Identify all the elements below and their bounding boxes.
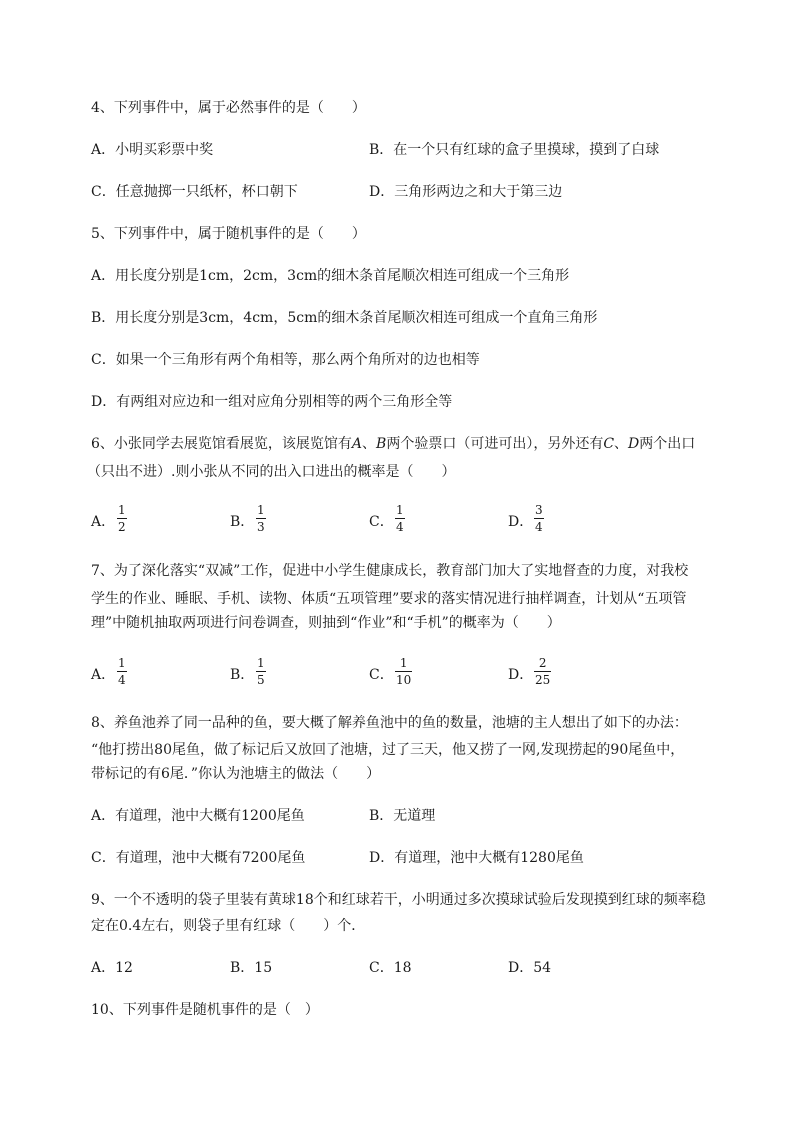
question-9-stem-line-1: 9、一个不透明的袋子里装有黄球18个和红球若干，小明通过多次摸球试验后发现摸到红球的频率稳 bbox=[91, 892, 706, 908]
question-6-stem-line-2: （只出不进）.则小张从不同的出入口进出的概率是（ ） bbox=[87, 464, 456, 480]
numerator: 1 bbox=[257, 656, 265, 670]
numerator: 1 bbox=[395, 655, 412, 672]
point-d: D bbox=[628, 436, 640, 452]
question-5-option-d: D．有两组对应边和一组对应角分别相等的两个三角形全等 bbox=[91, 394, 453, 410]
question-5-option-c: C．如果一个三角形有两个角相等，那么两个角所对的边也相等 bbox=[91, 352, 480, 368]
option-label: D． bbox=[508, 514, 534, 530]
fraction bbox=[395, 655, 412, 688]
question-5-option-b: B．用长度分别是3cm，4cm，5cm的细木条首尾顺次相连可组成一个直角三角形 bbox=[91, 310, 598, 326]
denominator: 2 bbox=[118, 520, 126, 534]
point-c: C bbox=[603, 436, 615, 452]
numerator: 3 bbox=[535, 503, 543, 517]
stem-text: 、 bbox=[362, 436, 377, 452]
denominator: 25 bbox=[535, 673, 551, 687]
stem-text: 6、小张同学去展览馆看展览，该展览馆有 bbox=[91, 436, 352, 452]
denominator: 4 bbox=[118, 673, 126, 687]
fraction bbox=[534, 655, 551, 688]
question-9-option-a: A．12 bbox=[91, 960, 133, 976]
question-5-option-a: A．用长度分别是1cm，2cm，3cm的细木条首尾顺次相连可组成一个三角形 bbox=[91, 268, 570, 284]
denominator: 5 bbox=[257, 673, 265, 687]
question-8-option-a: A．有道理，池中大概有1200尾鱼 bbox=[91, 808, 305, 824]
question-9-stem-line-2: 定在0.4左右，则袋子里有红球（ ）个． bbox=[91, 918, 366, 934]
numerator: 1 bbox=[257, 503, 265, 517]
numerator: 2 bbox=[534, 655, 551, 672]
fraction bbox=[534, 502, 544, 535]
option-label: C． bbox=[369, 514, 394, 530]
denominator: 10 bbox=[396, 673, 412, 687]
option-label: D． bbox=[508, 667, 534, 683]
question-8-stem-line-3: 带标记的有6尾．”你认为池塘主的做法（ ） bbox=[91, 766, 381, 782]
question-8-stem-line-2: “他打捞出80尾鱼，做了标记后又放回了池塘，过了三天，他又捞了一网,发现捞起的90尾鱼中， bbox=[91, 742, 685, 758]
option-label: A． bbox=[91, 667, 116, 683]
fraction bbox=[117, 655, 127, 688]
question-4-option-d: D．三角形两边之和大于第三边 bbox=[369, 184, 563, 200]
fraction bbox=[395, 502, 405, 535]
point-b: B bbox=[376, 436, 387, 452]
numerator: 1 bbox=[118, 656, 126, 670]
point-a: A bbox=[351, 436, 363, 452]
question-4-option-c: C．任意抛掷一只纸杯，杯口朝下 bbox=[91, 184, 298, 200]
option-label: A． bbox=[91, 514, 116, 530]
denominator: 4 bbox=[535, 520, 543, 534]
question-9-option-c: C．18 bbox=[369, 960, 412, 976]
question-7-stem-line-3: 理”中随机抽取两项进行问卷调查，则抽到“作业”和“手机”的概率为（ ） bbox=[91, 615, 561, 631]
fraction bbox=[256, 502, 266, 535]
fraction bbox=[256, 655, 266, 688]
denominator: 4 bbox=[396, 520, 404, 534]
question-7-stem-line-2: 学生的作业、睡眠、手机、读物、体质“五项管理”要求的落实情况进行抽样调查，计划从“五项管 bbox=[91, 591, 687, 607]
question-8-option-b: B．无道理 bbox=[369, 808, 436, 824]
stem-text: 、 bbox=[614, 436, 629, 452]
question-7-stem-line-1: 7、为了深化落实“双减”工作，促进中小学生健康成长，教育部门加大了实地督查的力度，对我校 bbox=[91, 563, 689, 579]
question-4-option-b: B．在一个只有红球的盒子里摸球，摸到了白球 bbox=[369, 142, 660, 158]
option-label: B． bbox=[230, 667, 255, 683]
stem-text: 两个出口 bbox=[639, 436, 696, 452]
fraction bbox=[117, 502, 127, 535]
denominator: 3 bbox=[257, 520, 265, 534]
question-9-option-d: D．54 bbox=[508, 960, 552, 976]
question-8-option-c: C．有道理，池中大概有7200尾鱼 bbox=[91, 850, 306, 866]
question-8-option-d: D．有道理，池中大概有1280尾鱼 bbox=[369, 850, 584, 866]
question-5-stem: 5、下列事件中，属于随机事件的是（ ） bbox=[91, 226, 366, 242]
question-4-stem: 4、下列事件中，属于必然事件的是（ ） bbox=[91, 100, 366, 116]
question-9-option-b: B．15 bbox=[230, 960, 273, 976]
question-6-stem-line-1 bbox=[91, 434, 695, 454]
numerator: 1 bbox=[118, 503, 126, 517]
numerator: 1 bbox=[396, 503, 404, 517]
option-label: B． bbox=[230, 514, 255, 530]
question-4-option-a: A．小明买彩票中奖 bbox=[91, 142, 214, 158]
option-label: C． bbox=[369, 667, 394, 683]
question-10-stem: 10、下列事件是随机事件的是（ ） bbox=[91, 1002, 319, 1018]
stem-text: 两个验票口（可进可出），另外还有 bbox=[386, 436, 604, 452]
question-8-stem-line-1: 8、养鱼池养了同一品种的鱼，要大概了解养鱼池中的鱼的数量，池塘的主人想出了如下的办法： bbox=[91, 715, 688, 731]
